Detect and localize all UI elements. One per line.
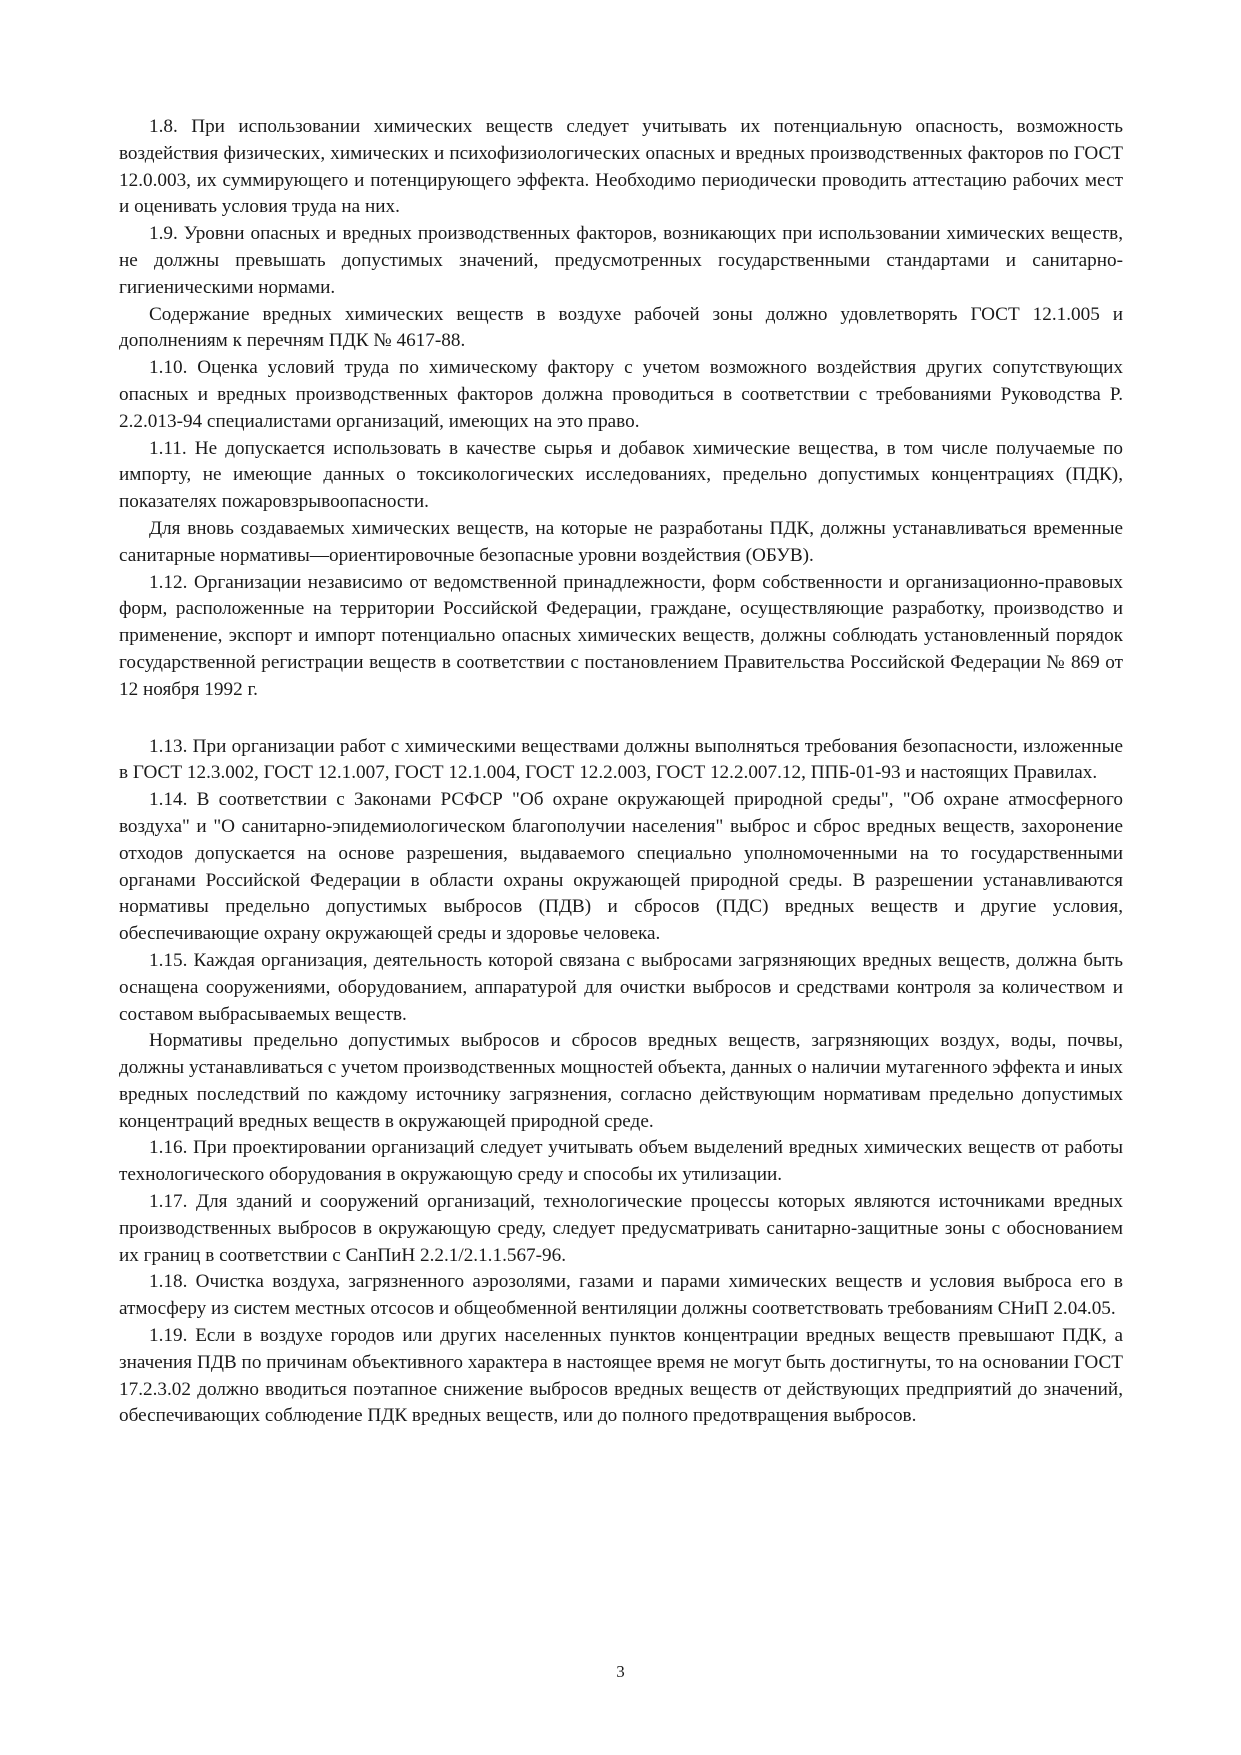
paragraph-1-9: 1.9. Уровни опасных и вредных производственных факторов, возникающих при использовании химических веществ, не должны превышать допустимых значений, предусмотренных государственными стандартами и санитарно-гигиеническими нормами. [119, 223, 1123, 298]
paragraph-1-14: 1.14. В соответствии с Законами РСФСР "Об охране окружающей природной среды", "Об охране атмосферного воздуха" и "О санитарно-эпидемиологическом благополучии населения" выброс и сброс вредных веществ, захоронение отходов допускается на основе разрешения, выдаваемого специально уполномоченными на то государственными органами Российской Федерации в области охраны окружающей природной среды. В разрешении устанавливаются нормативы предельно допустимых выбросов (ПДВ) и сбросов (ПДС) вредных веществ и другие условия, обеспечивающие охрану окружающей среды и здоровье человека. [119, 789, 1123, 945]
paragraph-emission-norms: Нормативы предельно допустимых выбросов и сбросов вредных веществ, загрязняющих воздух, воды, почвы, должны устанавливаться с учетом производственных мощностей объекта, данных о наличии мутагенного эффекта и иных вредных последствий по каждому источнику загрязнения, согласно действующим нормативам предельно допустимых концентраций вредных веществ в окружающей природной среде. [119, 1030, 1123, 1132]
page-number: 3 [616, 1662, 625, 1681]
paragraph-1-19: 1.19. Если в воздухе городов или других населенных пунктов концентрации вредных веществ превышают ПДК, а значения ПДВ по причинам объективного характера в настоящее время не могут быть достигнуты, то на основании ГОСТ 17.2.3.02 должно вводиться поэтапное снижение выбросов вредных веществ от действующих предприятий до значений, обеспечивающих соблюдение ПДК вредных веществ, или до полного предотвращения выбросов. [119, 1325, 1123, 1427]
paragraph-1-15: 1.15. Каждая организация, деятельность которой связана с выбросами загрязняющих вредных веществ, должна быть оснащена сооружениями, оборудованием, аппаратурой для очистки выбросов и средствами контроля за количеством и составом выбрасываемых веществ. [119, 949, 1123, 1025]
paragraph-1-16: 1.16. При проектировании организаций следует учитывать объем выделений вредных химических веществ от работы технологического оборудования в окружающую среду и способы их утилизации. [119, 1137, 1123, 1186]
paragraph-1-12: 1.12. Организации независимо от ведомственной принадлежности, форм собственности и организационно-правовых форм, расположенные на территории Российской Федерации, граждане, осуществляющие разработку, производство и применение, экспорт и импорт потенциально опасных химических веществ, должны соблюдать установленный порядок государственной регистрации веществ в соответствии с постановлением Правительства Российской Федерации № 869 от 12 ноября 1992 г. [119, 571, 1123, 700]
paragraph-air-content: Содержание вредных химических веществ в воздухе рабочей зоны должно удовлетворять ГОСТ 12.1.005 и дополнениям к перечням ПДК № 4617-88. [119, 303, 1123, 352]
paragraph-1-18: 1.18. Очистка воздуха, загрязненного аэрозолями, газами и парами химических веществ и условия выброса его в атмосферу из систем местных отсосов и общеобменной вентиляции должны соответствовать требованиям СНиП 2.04.05. [119, 1271, 1123, 1320]
paragraph-obuv: Для вновь создаваемых химических веществ, на которые не разработаны ПДК, должны устанавливаться временные санитарные нормативы—ориентировочные безопасные уровни воздействия (ОБУВ). [119, 517, 1123, 566]
paragraph-spacer [119, 704, 1123, 734]
document-body [119, 114, 1123, 1430]
paragraph-1-10: 1.10. Оценка условий труда по химическому фактору с учетом возможного воздействия других сопутствующих опасных и вредных производственных факторов должна проводиться в соответствии с требованиями Руководства Р. 2.2.013-94 специалистами организаций, имеющих на это право. [119, 357, 1123, 432]
paragraph-1-11: 1.11. Не допускается использовать в качестве сырья и добавок химические вещества, в том числе получаемые по импорту, не имеющие данных о токсикологических исследованиях, предельно допустимых концентрациях (ПДК), показателях пожаровзрывоопасности. [119, 437, 1123, 513]
paragraph-1-17: 1.17. Для зданий и сооружений организаций, технологические процессы которых являются источниками вредных производственных выбросов в окружающую среду, следует предусматривать санитарно-защитные зоны с обоснованием их границ в соответствии с СанПиН 2.2.1/2.1.1.567-96. [119, 1191, 1123, 1266]
paragraph-1-13: 1.13. При организации работ с химическими веществами должны выполняться требования безопасности, изложенные в ГОСТ 12.3.002, ГОСТ 12.1.007, ГОСТ 12.1.004, ГОСТ 12.2.003, ГОСТ 12.2.007.12, ППБ-01-93 и настоящих Правилах. [119, 735, 1123, 784]
paragraph-1-8: 1.8. При использовании химических веществ следует учитывать их потенциальную опасность, возможность воздействия физических, химических и психофизиологических опасных и вредных производственных факторов по ГОСТ 12.0.003, их суммирующего и потенцирующего эффекта. Необходимо периодически проводить аттестацию рабочих мест и оценивать условия труда на них. [119, 116, 1123, 218]
